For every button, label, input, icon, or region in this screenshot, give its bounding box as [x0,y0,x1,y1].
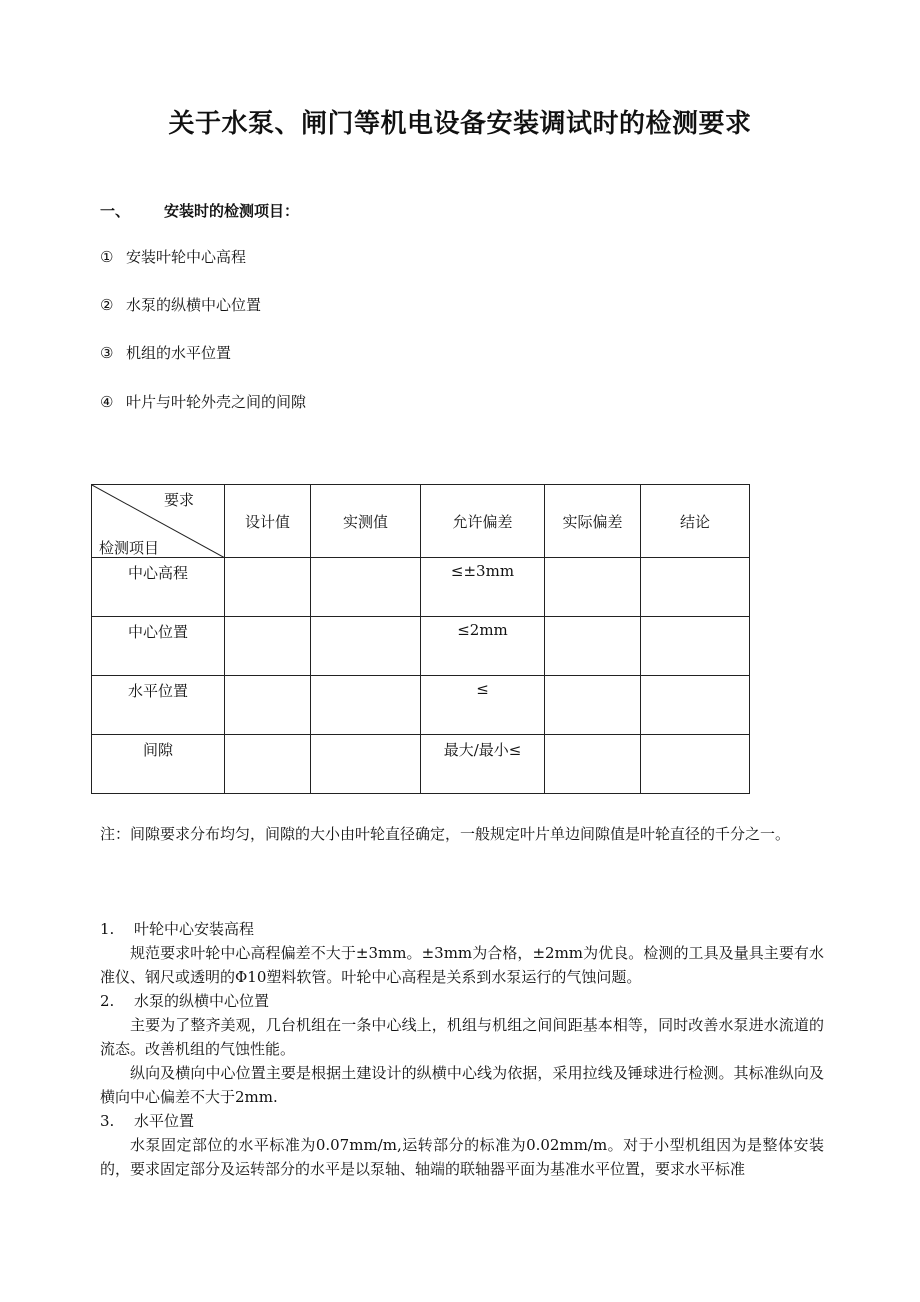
table-row [92,676,750,735]
row-tolerance [421,676,545,735]
row-measured [311,617,421,676]
row-item-text: 间隙 [142,741,173,759]
row-tolerance-text: ≤ [476,680,489,698]
section-title-2: 2. 水泵的纵横中心位置 [100,992,270,1010]
section-title-3: 3. 水平位置 [100,1112,195,1130]
table-row [92,617,750,676]
row-tolerance [421,735,545,794]
section-title-1: 1. 叶轮中心安装高程 [100,920,255,938]
item-text: 叶片与叶轮外壳之间的间隙 [126,393,307,411]
row-item-text: 中心高程 [127,564,188,582]
row-conclusion [641,558,750,617]
page-title: 关于水泵、闸门等机电设备安装调试时的检测要求 [168,109,752,139]
header-design-value: 设计值 [225,485,311,558]
row-item [92,676,225,735]
item-mark: ② [100,296,114,314]
list-item [100,246,246,267]
section-heading-1 [100,200,299,221]
header-conclusion: 结论 [641,485,750,558]
item-text: 水泵的纵横中心位置 [126,296,262,314]
row-tolerance-text: ≤±3mm [450,562,515,580]
inspection-table [91,484,750,794]
row-conclusion [641,735,750,794]
row-tolerance-text: ≤2mm [457,621,508,639]
header-tolerance: 允许偏差 [421,485,545,558]
row-measured [311,676,421,735]
list-item [100,294,261,315]
row-design [225,558,311,617]
item-mark: ④ [100,393,114,411]
table-row [92,558,750,617]
row-design [225,735,311,794]
corner-label-item: 检测项目 [99,539,160,557]
paragraph: 纵向及横向中心位置主要是根据土建设计的纵横中心线为依据，采用拉线及锤球进行检测。其标准纵向及横向中心偏差不大于2mm. [100,1064,824,1106]
table-header-row [92,485,750,558]
table-row [92,735,750,794]
paragraph: 规范要求叶轮中心高程偏差不大于±3mm。±3mm为合格，±2mm为优良。检测的工具及量具主要有水准仪、钢尺或透明的Φ10塑料软管。叶轮中心高程是关系到水泵运行的气蚀问题。 [100,944,824,986]
row-tolerance-text: 最大/最小≤ [443,741,522,759]
item-mark: ③ [100,344,114,362]
row-item [92,617,225,676]
row-item-text: 水平位置 [127,682,188,700]
row-actual [545,617,641,676]
row-tolerance [421,558,545,617]
item-text: 机组的水平位置 [126,344,232,362]
row-actual [545,735,641,794]
list-item [100,342,231,363]
row-tolerance [421,617,545,676]
corner-label-requirement: 要求 [164,491,195,509]
row-design [225,676,311,735]
paragraph: 水泵固定部位的水平标准为0.07mm/m,运转部分的标准为0.02mm/m。对于小型机组因为是整体安装的，要求固定部分及运转部分的水平是以泵轴、轴端的联轴器平面为基准水平位置，要求水平标准 [100,1136,824,1178]
section-number: 一、 [100,202,131,220]
row-measured [311,558,421,617]
row-item [92,558,225,617]
header-actual-deviation: 实际偏差 [545,485,641,558]
item-mark: ① [100,248,114,266]
header-measured-value: 实测值 [311,485,421,558]
row-item [92,735,225,794]
row-design [225,617,311,676]
list-item [100,391,306,412]
row-conclusion [641,676,750,735]
detail-sections [100,917,824,1181]
item-text: 安装叶轮中心高程 [126,248,247,266]
table-corner-cell [92,485,225,558]
row-actual [545,676,641,735]
section-heading-text: 安装时的检测项目： [164,202,300,220]
table-note: 注：间隙要求分布均匀，间隙的大小由叶轮直径确定，一般规定叶片单边间隙值是叶轮直径的千分之一。 [100,825,791,843]
row-actual [545,558,641,617]
row-conclusion [641,617,750,676]
row-measured [311,735,421,794]
row-item-text: 中心位置 [127,623,188,641]
paragraph: 主要为了整齐美观，几台机组在一条中心线上，机组与机组之间间距基本相等，同时改善水泵进水流道的流态。改善机组的气蚀性能。 [100,1016,824,1058]
